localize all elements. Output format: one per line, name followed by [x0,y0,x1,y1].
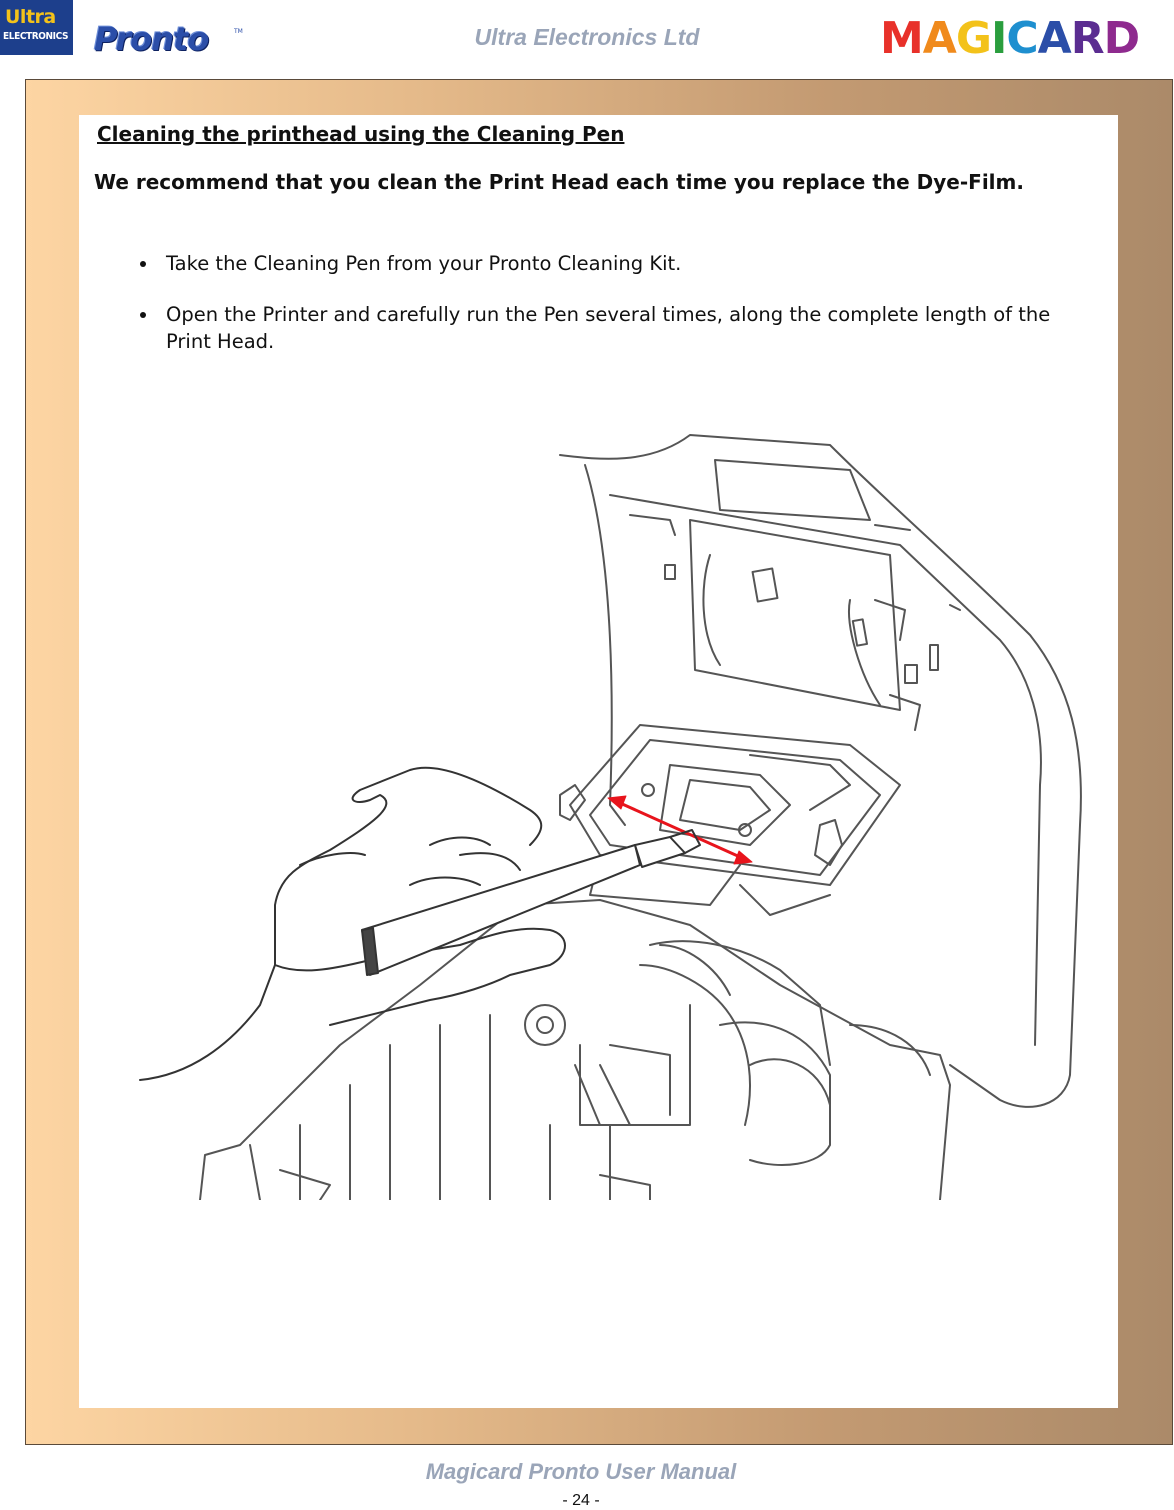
printer-base-outline [200,900,950,1200]
magicard-logo [880,14,1139,64]
magicard-logo-letter: M [880,13,923,64]
magicard-logo-letter: A [922,13,956,64]
bullet-item [166,301,1066,355]
magicard-logo-letter: I [990,13,1007,64]
pronto-logo-text: Pronto [94,20,209,58]
magicard-logo-letter: G [955,13,991,64]
printer-cleaning-illustration [130,425,1090,1200]
magicard-logo-letter: R [1070,13,1104,64]
bullet-item [166,250,1066,277]
printer-lid-inner [585,465,1041,1045]
pronto-trademark: TM [234,28,243,35]
cleaning-pen [362,845,640,975]
manual-title: Magicard Pronto User Manual [425,1459,737,1484]
magicard-logo-letter: C [1006,13,1038,64]
intro-text: We recommend that you clean the Print Head each time you replace the Dye-Film. [94,170,1024,194]
section-heading: Cleaning the printhead using the Cleaning Pen [97,122,625,146]
page-number: - 24 - [562,1492,600,1509]
bullet-text: Take the Cleaning Pen from your Pronto Cleaning Kit. [166,252,682,275]
magicard-logo-letter: A [1037,13,1071,64]
bullet-dot [140,261,146,267]
company-title: Ultra Electronics Ltd [474,24,700,50]
magicard-logo-letter: D [1103,13,1140,64]
ultra-logo-text: Ultra [5,6,56,28]
bullet-dot [140,312,146,318]
electronics-logo-text: ELECTRONICS [3,31,69,42]
bullet-text: Open the Printer and carefully run the Pen several times, along the complete length of the Print Head. [166,303,1051,353]
